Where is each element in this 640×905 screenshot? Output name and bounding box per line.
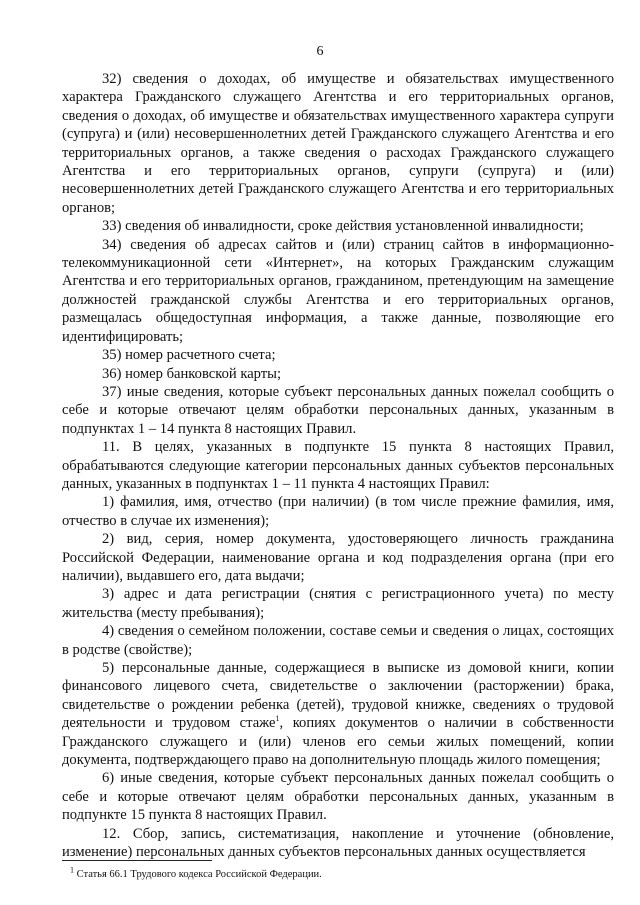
section-11-heading: 11. В целях, указанных в подпункте 15 пункта 8 настоящих Правил, обрабатываются следующие категории персональных данных субъектов персональных данных, указанных в подпунктах 1 – 11 пункта 4 настоящих Правил:: [62, 439, 614, 492]
paragraph-36: 36) номер банковской карты;: [102, 365, 282, 382]
item-5-text-after: , копиях документов о наличии в собственности Гражданского служащего и (или) членов его семьи жилых помещений, копии документа, подтверждающего право на дополнительную площадь жилого помещения;: [62, 715, 615, 769]
paragraph-34: 34) сведения об адресах сайтов и (или) страниц сайтов в информационно-телекоммуникационной сети «Интернет», на которых Гражданским служащим Агентства и его территориальных органов, гражданином, претендующим на замещение должностей гражданской службы Агентства и его территориальных органов, размещалась общедоступная информация, а также данные, позволяющие его идентифицировать;: [62, 236, 614, 345]
paragraph-37: 37) иные сведения, которые субъект персональных данных пожелал сообщить о себе и которые отвечают целям обработки персональных данных, указанным в подпунктах 1 – 14 пункта 8 настоящих Правил.: [62, 383, 614, 437]
footnote-text: Статья 66.1 Трудового кодекса Российской Федерации.: [76, 869, 322, 880]
section-11-item-3: 3) адрес и дата регистрации (снятия с регистрационного учета) по месту жительства (месту пребывания);: [62, 586, 614, 621]
section-11-item-5: [62, 659, 614, 769]
footnote-reference[interactable]: 1: [275, 714, 280, 724]
section-11-item-2: 2) вид, серия, номер документа, удостоверяющего личность гражданина Российской Федерации, наименование органа и код подразделения органа (при его наличии), выдавшего его, дата выдачи;: [62, 531, 614, 584]
section-12-paragraph: 12. Сбор, запись, систематизация, накопление и уточнение (обновление, изменение) персональных данных субъектов персональных данных осуществляется: [62, 825, 614, 861]
paragraph-32: 32) сведения о доходах, об имуществе и обязательствах имущественного характера Гражданского служащего Агентства и его территориальных органов, сведения о доходах, об имуществе и обязательствах имущественного характера супруги (супруга) и (или) несовершеннолетних детей Гражданского служащего Агентства и его территориальных органов, а также сведения о расходах Гражданского служащего Агентства и его территориальных органов, супруги (супруга) и (или) несовершеннолетних детей Гражданского служащего Агентства и его территориальных органов;: [62, 71, 614, 216]
footnote-mark: 1: [70, 865, 74, 875]
item-5-text-before: 5) персональные данные, содержащиеся в выписке из домовой книги, копии финансового лицевого счета, свидетельстве о заключении (расторжении) брака, свидетельстве о рождении ребенка (детей), трудовой книжке, сведениях о трудовой деятельности и трудовом стаже: [62, 660, 614, 732]
section-11-item-4: 4) сведения о семейном положении, составе семьи и сведения о лицах, состоящих в родстве (свойстве);: [62, 623, 614, 658]
page-number: 6: [316, 44, 324, 59]
paragraph-35: 35) номер расчетного счета;: [102, 347, 276, 364]
paragraph-33: 33) сведения об инвалидности, сроке действия установленной инвалидности;: [102, 218, 584, 235]
section-11-item-6: 6) иные сведения, которые субъект персональных данных пожелал сообщить о себе и которые отвечают целям обработки персональных данных, указанным в подпункте 15 пункта 8 настоящих Правил.: [62, 770, 614, 824]
footnote-divider: [62, 860, 212, 861]
section-11-item-1: 1) фамилия, имя, отчество (при наличии) (в том числе прежние фамилия, имя, отчество в случае их изменения);: [62, 494, 614, 529]
footnote: [70, 865, 322, 881]
document-body: [62, 70, 614, 861]
